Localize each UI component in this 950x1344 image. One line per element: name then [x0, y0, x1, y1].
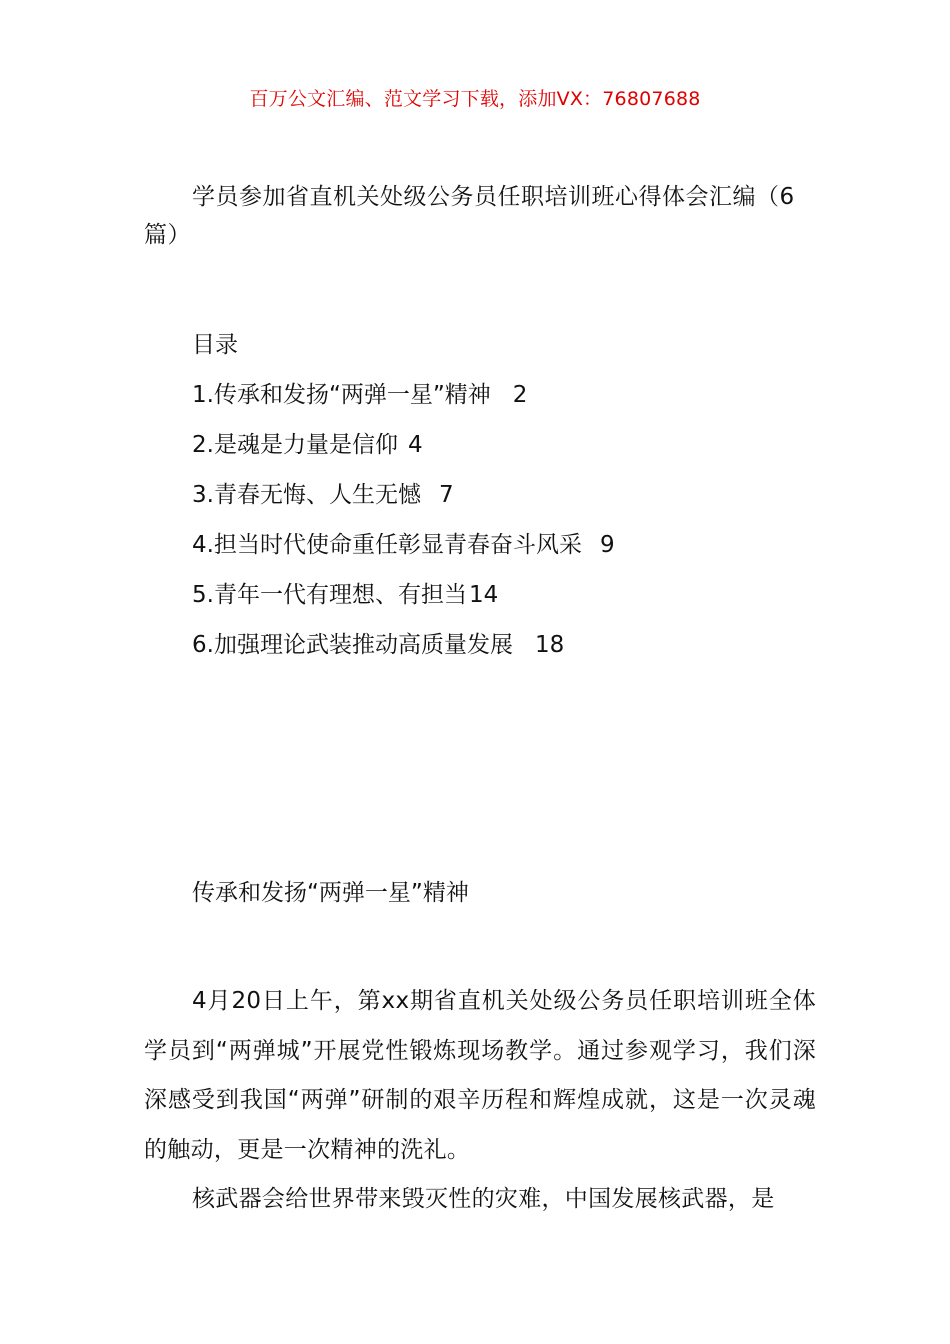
toc-item-label: 1.传承和发扬“两弹一星”精神: [192, 382, 491, 408]
toc-item[interactable]: [192, 578, 615, 628]
toc-item-page: 7: [438, 482, 454, 508]
toc-item[interactable]: [192, 628, 615, 678]
toc-item[interactable]: [192, 428, 615, 478]
body-paragraph: 核武器会给世界带来毁灭性的灾难，中国发展核武器，是: [192, 1186, 775, 1213]
toc-item[interactable]: [192, 528, 615, 578]
toc-item[interactable]: [192, 478, 615, 528]
section-body: [144, 977, 816, 1225]
toc-item-label: 6.加强理论武装推动高质量发展: [192, 632, 513, 658]
toc-item[interactable]: [192, 378, 615, 428]
toc-item-page: 2: [512, 382, 528, 408]
table-of-contents: [192, 378, 615, 678]
toc-item-label: 3.青春无悔、人生无憾: [192, 482, 421, 508]
body-paragraph: 4月20日上午，第xx期省直机关处级公务员任职培训班全体学员到“两弹城”开展党性锻炼现场教学。通过参观学习，我们深深感受到我国“两弹”研制的艰辛历程和辉煌成就，这是一次灵魂的触动，更是一次精神的洗礼。: [144, 988, 816, 1163]
toc-item-page: 4: [407, 432, 423, 458]
toc-item-page: 18: [534, 632, 565, 658]
toc-item-label: 4.担当时代使命重任彰显青春奋斗风采: [192, 532, 582, 558]
toc-item-label: 5.青年一代有理想、有担当: [192, 582, 467, 608]
toc-item-page: 14: [468, 582, 499, 608]
toc-heading: 目录: [192, 332, 238, 358]
section-heading: 传承和发扬“两弹一星”精神: [192, 880, 469, 906]
toc-item-page: 9: [599, 532, 615, 558]
toc-item-label: 2.是魂是力量是信仰: [192, 432, 398, 458]
document-title: 学员参加省直机关处级公务员任职培训班心得体会汇编（6篇）: [144, 184, 795, 248]
header-banner: 百万公文汇编、范文学习下载，添加VX：76807688: [249, 88, 701, 110]
